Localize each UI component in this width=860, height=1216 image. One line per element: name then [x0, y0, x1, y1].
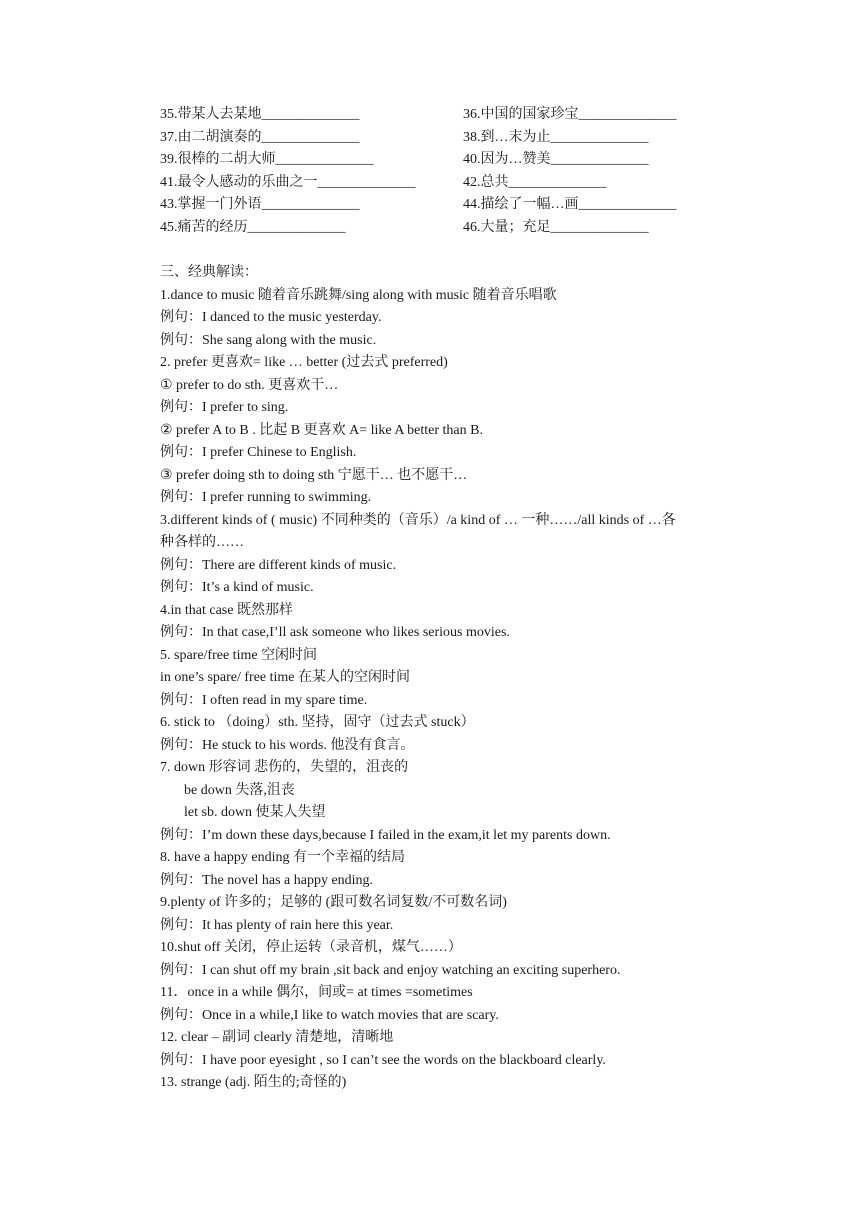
text-line: in one’s spare/ free time 在某人的空闲时间 — [160, 670, 411, 685]
exercise-row — [160, 172, 760, 195]
text-line: 例句：I prefer Chinese to English. — [160, 445, 357, 460]
exercise-item: 44.描绘了一幅…画______________ — [463, 197, 677, 212]
text-line: 例句：He stuck to his words. 他没有食言。 — [160, 737, 415, 753]
text-line: 13. strange (adj. 陌生的;奇怪的) — [160, 1075, 347, 1090]
text-line: 5. spare/free time 空闲时间 — [160, 647, 318, 663]
text-line: 例句：I’m down these days,because I failed in the exam,it let my parents down. — [160, 827, 611, 843]
text-line: 例句：I can shut off my brain ,sit back and enjoy watching an exciting superhero. — [160, 962, 621, 978]
text-line: 例句：It’s a kind of music. — [160, 580, 314, 595]
exercise-row — [160, 104, 760, 127]
text-line: 例句：There are different kinds of music. — [160, 557, 397, 573]
text-line: 例句：I have poor eyesight , so I can’t see the words on the blackboard clearly. — [160, 1052, 606, 1068]
text-line: 例句：I danced to the music yesterday. — [160, 310, 382, 325]
text-line: ① prefer to do sth. 更喜欢干… — [160, 377, 339, 393]
text-line: 9.plenty of 许多的；足够的 (跟可数名词复数/不可数名词) — [160, 895, 507, 910]
exercise-item: 36.中国的国家珍宝______________ — [463, 107, 677, 122]
text-line: 例句：It has plenty of rain here this year. — [160, 917, 394, 933]
text-line: be down 失落,沮丧 — [184, 782, 295, 798]
exercise-item: 42.总共______________ — [463, 174, 607, 190]
reading-section — [160, 262, 740, 1095]
text-line: 7. down 形容词 悲伤的，失望的，沮丧的 — [160, 760, 409, 775]
exercise-row — [160, 217, 760, 240]
exercise-item: 40.因为…赞美______________ — [463, 152, 649, 167]
text-line: ② prefer A to B . 比起 B 更喜欢 A= like A better than B. — [160, 422, 483, 438]
text-line: 例句：I prefer running to swimming. — [160, 490, 372, 505]
exercise-row — [160, 194, 760, 217]
text-line: 例句：She sang along with the music. — [160, 332, 377, 348]
text-line: 2. prefer 更喜欢= like … better (过去式 preferred) — [160, 355, 448, 370]
text-line: ③ prefer doing sth to doing sth 宁愿干… 也不愿干… — [160, 467, 468, 483]
text-line: 12. clear – 副词 clearly 清楚地，清晰地 — [160, 1030, 394, 1045]
exercise-item: 45.痛苦的经历______________ — [160, 219, 346, 235]
exercise-item: 46.大量；充足______________ — [463, 219, 649, 235]
text-line: 例句：I prefer to sing. — [160, 400, 289, 415]
exercise-list — [160, 104, 760, 239]
text-line: 4.in that case 既然那样 — [160, 602, 293, 618]
text-line: 例句：I often read in my spare time. — [160, 692, 368, 708]
exercise-item: 43.掌握一门外语______________ — [160, 197, 360, 212]
text-line: 11．once in a while 偶尔，间或= at times =sometimes — [160, 985, 473, 1000]
exercise-item: 35.带某人去某地______________ — [160, 107, 360, 122]
text-line: 例句：The novel has a happy ending. — [160, 872, 374, 888]
text-line: 6. stick to （doing）sth. 坚持，固守（过去式 stuck） — [160, 715, 475, 730]
exercise-item: 41.最令人感动的乐曲之一______________ — [160, 174, 416, 190]
text-line: 例句：In that case,I’ll ask someone who likes serious movies. — [160, 625, 510, 640]
exercise-row — [160, 149, 760, 172]
text-line: 8. have a happy ending 有一个幸福的结局 — [160, 850, 405, 865]
text-line: let sb. down 使某人失望 — [184, 805, 326, 820]
exercise-item: 39.很棒的二胡大师______________ — [160, 152, 374, 167]
section-title: 三、经典解读： — [160, 265, 258, 280]
text-line: 1.dance to music 随着音乐跳舞/sing along with music 随着音乐唱歌 — [160, 287, 557, 303]
exercise-row — [160, 127, 760, 150]
text-line: 种各样的…… — [160, 535, 244, 550]
exercise-item: 38.到…末为止______________ — [463, 129, 649, 145]
text-line: 例句：Once in a while,I like to watch movies that are scary. — [160, 1007, 499, 1023]
exercise-item: 37.由二胡演奏的______________ — [160, 129, 360, 145]
text-line: 3.different kinds of ( music) 不同种类的（音乐）/a kind of … 一种……/all kinds of …各 — [160, 512, 676, 528]
text-line: 10.shut off 关闭，停止运转（录音机，煤气……） — [160, 940, 462, 955]
